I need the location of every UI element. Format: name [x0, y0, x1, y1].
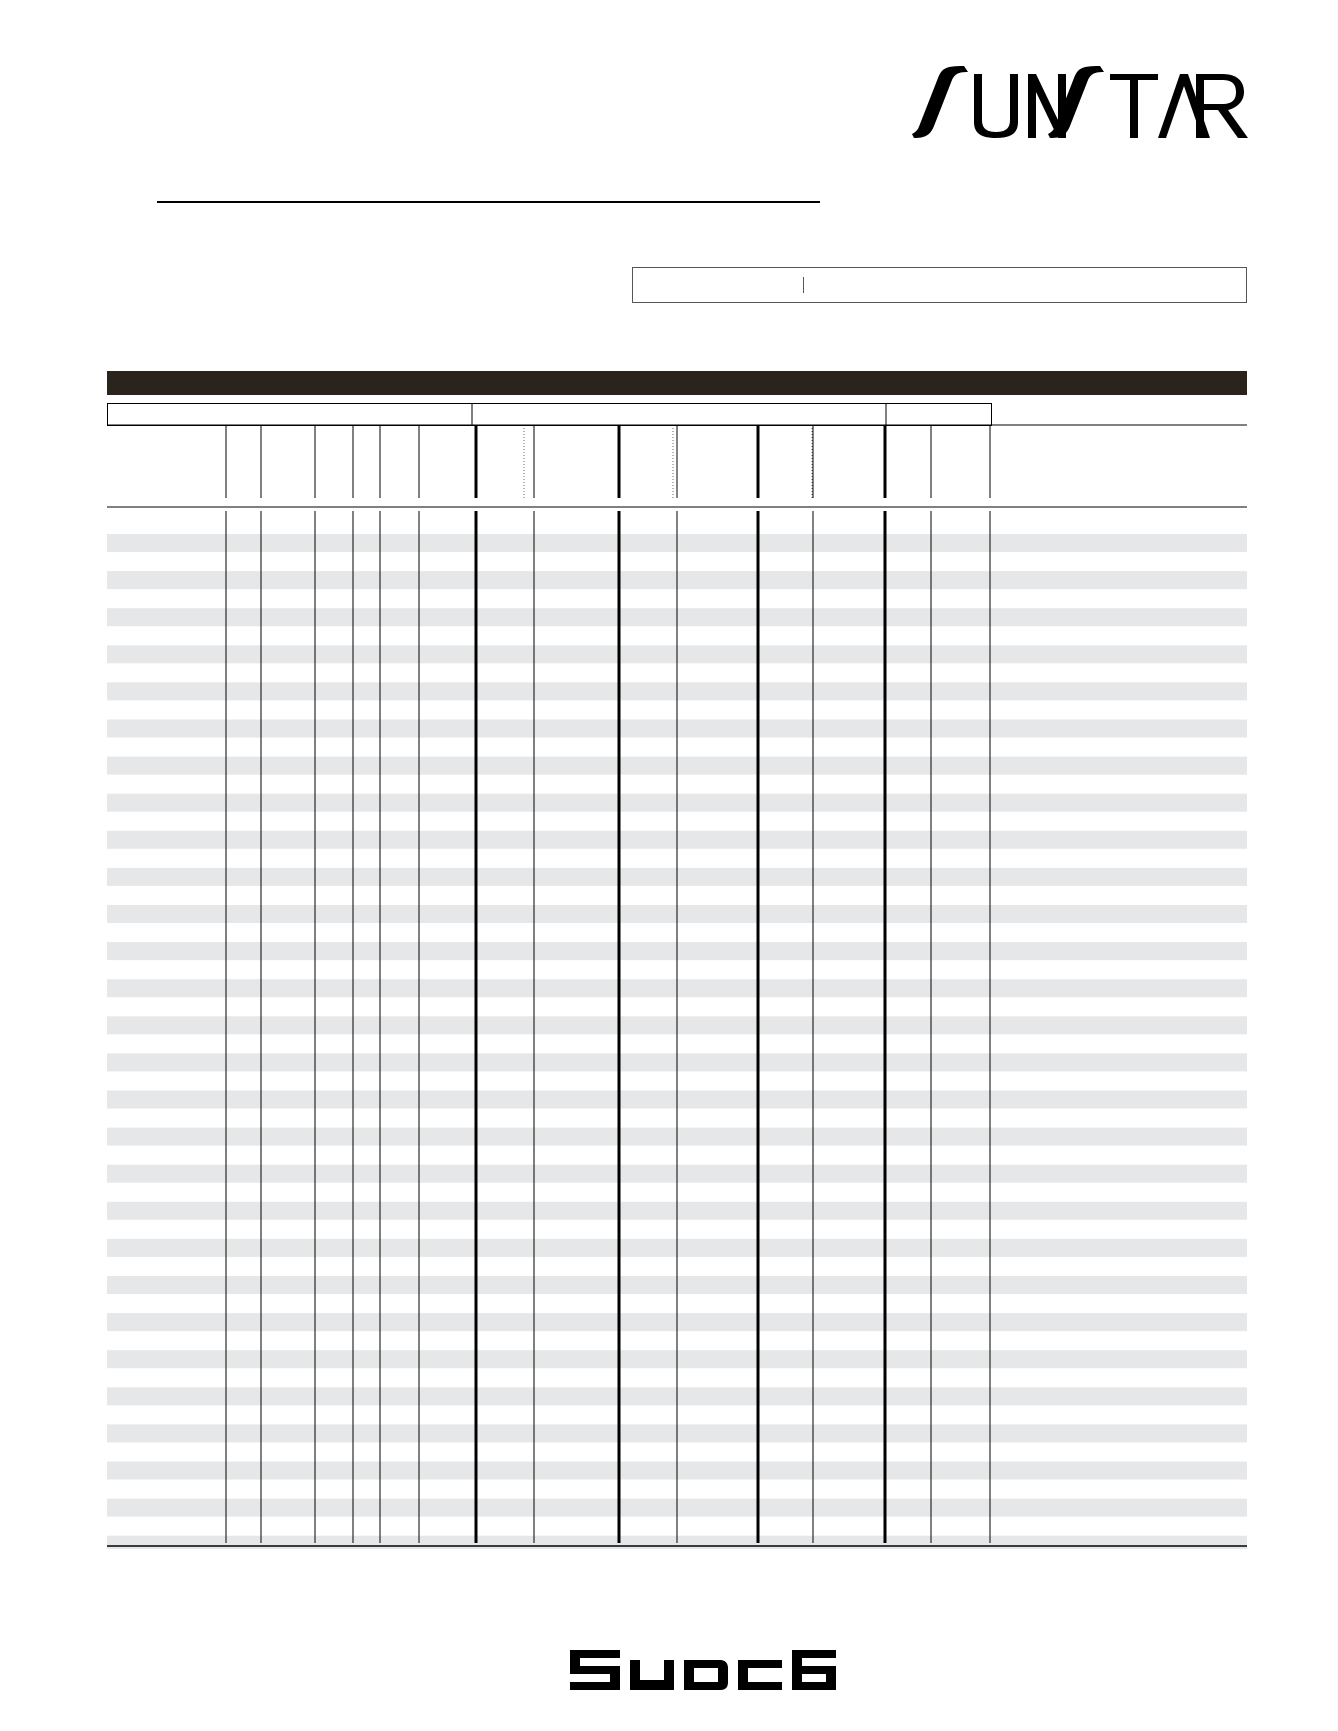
header-field-box[interactable] [632, 267, 1247, 303]
field-divider [803, 277, 804, 293]
group-header-box [108, 404, 992, 426]
title-underline [157, 201, 820, 203]
footer-logo [568, 1650, 838, 1690]
sunstar-logo [912, 64, 1248, 140]
section-header-band [107, 371, 1247, 395]
log-table [107, 403, 1247, 1549]
